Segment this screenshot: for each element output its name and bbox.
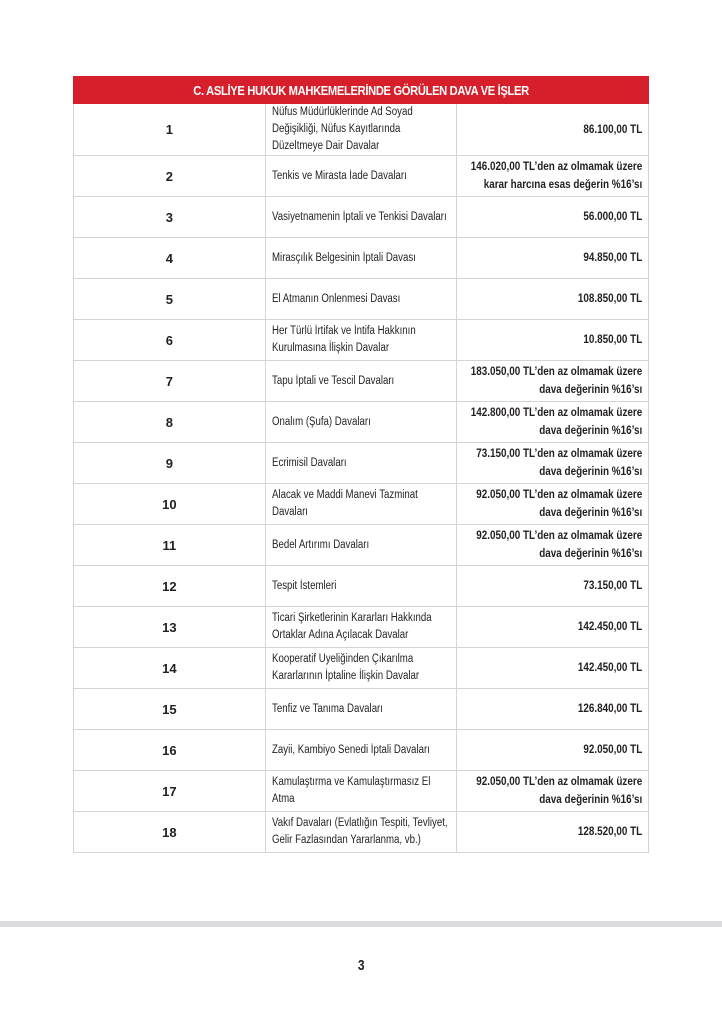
row-number: 12: [162, 578, 177, 594]
fee-amount: 142.450,00 TL: [577, 662, 642, 674]
case-type: Tenkis ve Mirasta İade Davaları: [271, 169, 407, 182]
case-type-cell: [265, 197, 457, 238]
fee-amount-cell: [457, 238, 649, 279]
row-number-cell: [74, 443, 266, 484]
table-row: [74, 525, 649, 566]
fee-amount-cell: [457, 648, 649, 689]
row-number-cell: [74, 402, 266, 443]
table-row: [74, 771, 649, 812]
table-row: [74, 730, 649, 771]
row-number-cell: [74, 812, 266, 853]
case-type-cell: [265, 689, 457, 730]
row-number: 16: [162, 742, 177, 758]
fee-amount-cell: [457, 361, 649, 402]
fee-amount: 73.150,00 TL: [583, 580, 642, 592]
fee-amount: 86.100,00 TL: [583, 123, 642, 136]
fee-amount: 94.850,00 TL: [583, 252, 642, 264]
row-number-cell: [74, 730, 266, 771]
fee-amount: 10.850,00 TL: [583, 334, 642, 346]
row-number-cell: [74, 771, 266, 812]
row-number: 7: [165, 373, 173, 389]
case-type-cell: [265, 525, 457, 566]
row-number: 4: [165, 250, 173, 266]
row-number: 11: [162, 537, 177, 553]
row-number: 15: [162, 701, 177, 717]
case-type: Kooperatif Üyeliğinden Çıkarılma Kararlarının İptaline İlişkin Davalar: [271, 653, 419, 682]
table-row: [74, 279, 649, 320]
fee-amount-cell: [457, 443, 649, 484]
table-row: [74, 238, 649, 279]
case-type-cell: [265, 730, 457, 771]
case-type: El Atmanın Önlenmesi Davası: [271, 292, 400, 305]
table-row: [74, 361, 649, 402]
case-type-cell: [265, 812, 457, 853]
row-number: 18: [162, 824, 177, 840]
row-number-cell: [74, 320, 266, 361]
case-type: Nüfus Müdürlüklerinde Ad Soyad Değişikliği, Nüfus Kayıtlarında Düzeltmeye Dair Davalar: [271, 106, 413, 152]
fee-amount-cell: [457, 320, 649, 361]
case-type-cell: [265, 484, 457, 525]
fee-amount-cell: [457, 812, 649, 853]
case-type: Alacak ve Maddi Manevi Tazminat Davaları: [271, 489, 418, 518]
fee-amount: 128.520,00 TL: [577, 826, 642, 838]
case-type: Zayii, Kambiyo Senedi İptali Davaları: [271, 743, 430, 756]
page-divider: [0, 921, 722, 927]
row-number: 13: [162, 619, 177, 635]
case-type: Vasiyetnamenin İptali ve Tenkisi Davaları: [271, 210, 447, 223]
row-number: 14: [162, 660, 177, 676]
row-number: 3: [165, 209, 173, 225]
fee-amount: 142.450,00 TL: [577, 621, 642, 633]
fee-amount: 146.020,00 TL’den az olmamak üzere karar harcına esas değerin %16’sı: [470, 161, 642, 191]
table-row: [74, 320, 649, 361]
case-type-cell: [265, 279, 457, 320]
fee-amount-cell: [457, 104, 649, 156]
row-number-cell: [74, 525, 266, 566]
fee-amount: 92.050,00 TL’den az olmamak üzere dava değerinin %16’sı: [475, 776, 642, 806]
case-type-cell: [265, 443, 457, 484]
row-number-cell: [74, 197, 266, 238]
page-number: [0, 957, 722, 974]
fee-amount-cell: [457, 156, 649, 197]
table-row: [74, 402, 649, 443]
fee-amount: 92.050,00 TL: [583, 744, 642, 756]
case-type: Vakıf Davaları (Evlatlığın Tespiti, Tevliyet, Gelir Fazlasından Yararlanma, vb.): [271, 817, 448, 846]
row-number: 17: [162, 783, 177, 799]
table-row: [74, 566, 649, 607]
row-number: 9: [165, 455, 173, 471]
row-number-cell: [74, 484, 266, 525]
row-number-cell: [74, 566, 266, 607]
row-number-cell: [74, 648, 266, 689]
case-type-cell: [265, 156, 457, 197]
row-number: 1: [165, 122, 173, 137]
fee-amount-cell: [457, 402, 649, 443]
table-row: [74, 197, 649, 238]
fee-amount-cell: [457, 730, 649, 771]
fee-amount: 73.150,00 TL’den az olmamak üzere dava değerinin %16’sı: [475, 448, 642, 478]
case-type-cell: [265, 607, 457, 648]
fee-amount-cell: [457, 197, 649, 238]
case-type-cell: [265, 566, 457, 607]
case-type: Tespit İstemleri: [271, 579, 337, 592]
table-row: [74, 443, 649, 484]
fee-amount-cell: [457, 525, 649, 566]
case-type-cell: [265, 104, 457, 156]
case-type-cell: [265, 320, 457, 361]
row-number: 6: [165, 332, 173, 348]
fee-table: [73, 76, 649, 853]
page-number-text: 3: [357, 957, 365, 974]
case-type: Ticari Şirketlerinin Kararları Hakkında Ortaklar Adına Açılacak Davalar: [271, 612, 432, 641]
table-row: [74, 689, 649, 730]
row-number: 8: [165, 414, 173, 430]
table-title-text: C. ASLİYE HUKUK MAHKEMELERİNDE GÖRÜLEN DAVA VE İŞLER: [193, 82, 529, 98]
fee-amount-cell: [457, 771, 649, 812]
table-row: [74, 607, 649, 648]
row-number: 10: [162, 496, 177, 512]
fee-amount-cell: [457, 689, 649, 730]
table-row: [74, 484, 649, 525]
table-row: [74, 104, 649, 156]
fee-amount: 108.850,00 TL: [577, 293, 642, 305]
fee-amount: 92.050,00 TL’den az olmamak üzere dava değerinin %16’sı: [475, 489, 642, 519]
case-type: Kamulaştırma ve Kamulaştırmasız El Atma: [271, 776, 431, 805]
case-type: Her Türlü İrtifak ve İntifa Hakkının Kurulmasına İlişkin Davalar: [271, 325, 416, 354]
row-number: 5: [165, 291, 173, 307]
fee-amount: 56.000,00 TL: [583, 211, 642, 223]
table-row: [74, 156, 649, 197]
fee-amount-cell: [457, 607, 649, 648]
table-title: [74, 77, 649, 104]
fee-amount: 183.050,00 TL’den az olmamak üzere dava değerinin %16’sı: [470, 366, 642, 396]
row-number: 2: [165, 168, 173, 184]
fee-amount-cell: [457, 279, 649, 320]
case-type: Tapu İptali ve Tescil Davaları: [271, 374, 394, 387]
case-type-cell: [265, 648, 457, 689]
table-row: [74, 812, 649, 853]
row-number-cell: [74, 361, 266, 402]
fee-amount-cell: [457, 484, 649, 525]
row-number-cell: [74, 238, 266, 279]
table-row: [74, 648, 649, 689]
case-type-cell: [265, 361, 457, 402]
row-number-cell: [74, 279, 266, 320]
fee-amount: 126.840,00 TL: [577, 703, 642, 715]
row-number-cell: [74, 607, 266, 648]
case-type: Tenfiz ve Tanıma Davaları: [271, 702, 383, 715]
fee-amount: 142.800,00 TL’den az olmamak üzere dava değerinin %16’sı: [470, 407, 642, 437]
case-type-cell: [265, 771, 457, 812]
case-type-cell: [265, 402, 457, 443]
row-number-cell: [74, 156, 266, 197]
row-number-cell: [74, 104, 266, 156]
fee-amount: 92.050,00 TL’den az olmamak üzere dava değerinin %16’sı: [475, 530, 642, 560]
case-type: Önalım (Şufa) Davaları: [271, 415, 371, 428]
fee-amount-cell: [457, 566, 649, 607]
row-number-cell: [74, 689, 266, 730]
case-type-cell: [265, 238, 457, 279]
case-type: Bedel Artırımı Davaları: [271, 538, 369, 551]
case-type: Mirasçılık Belgesinin İptali Davası: [271, 251, 416, 264]
case-type: Ecrimisil Davaları: [271, 456, 347, 469]
